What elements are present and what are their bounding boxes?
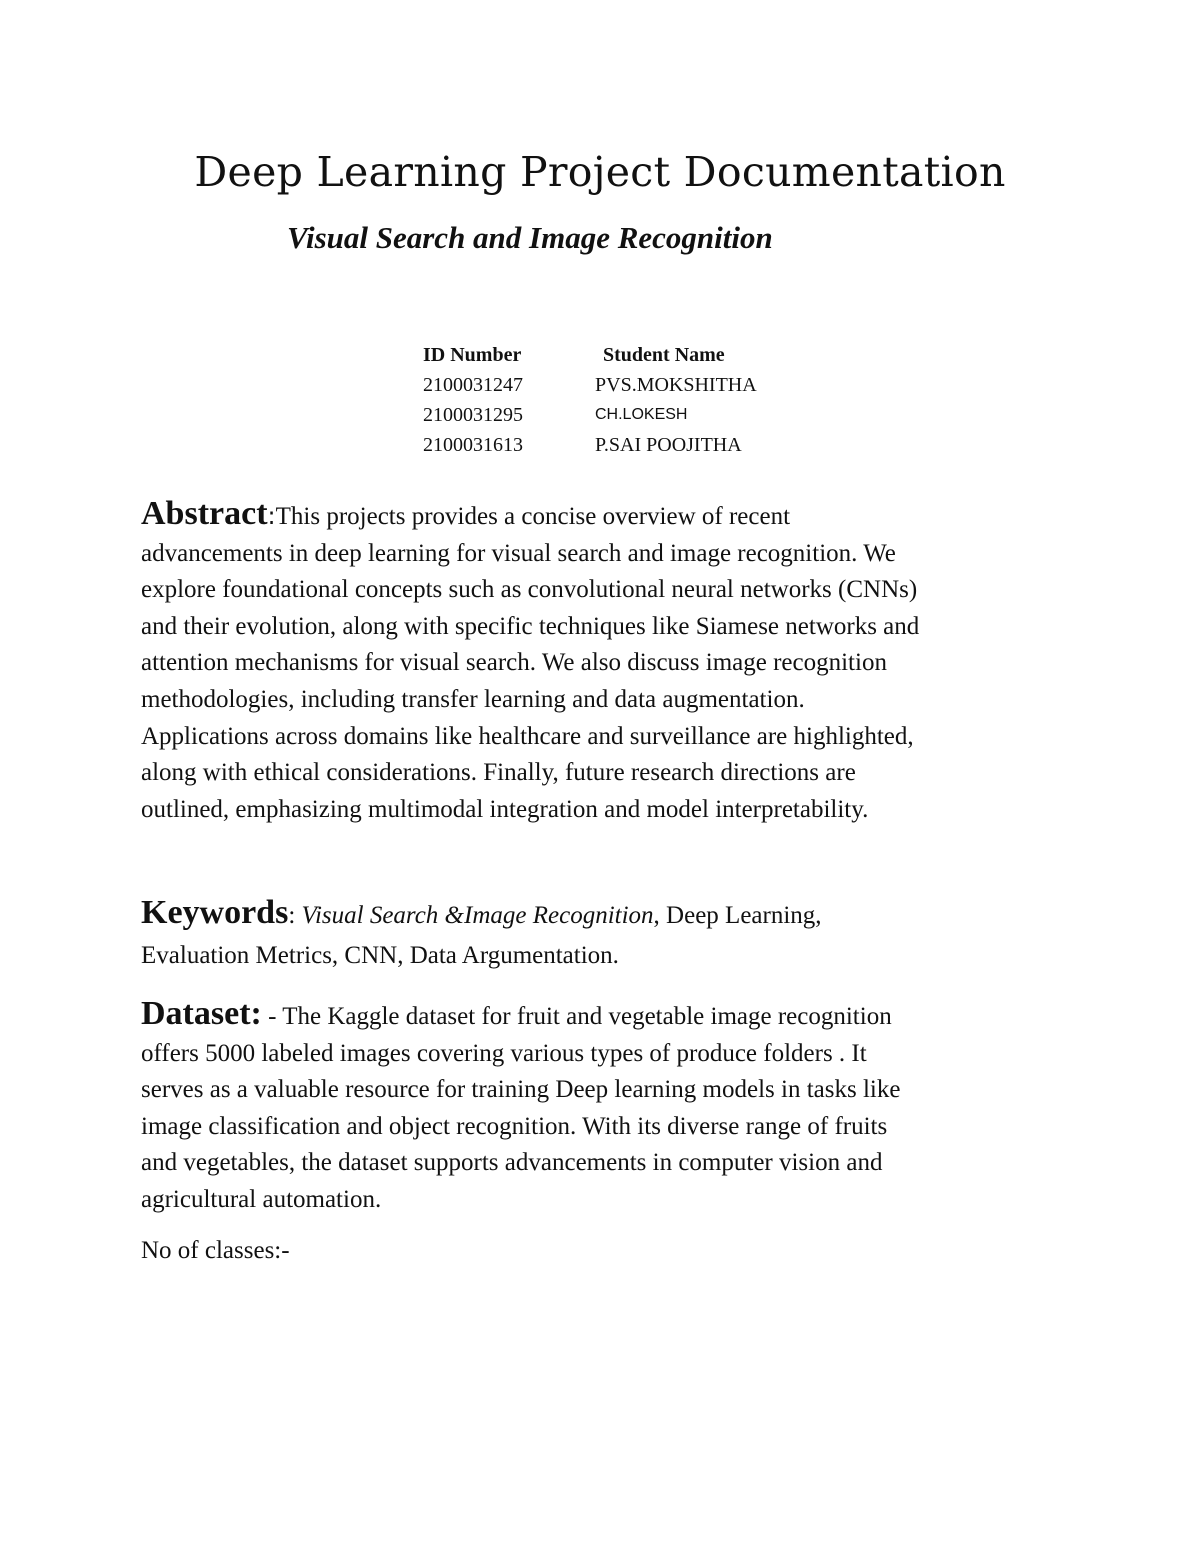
student-id: 2100031295	[423, 403, 523, 426]
dataset-line: offers 5000 labeled images covering various types of produce folders . It	[141, 1039, 867, 1067]
abstract-label: Abstract	[141, 495, 268, 532]
abstract-sep: :	[267, 502, 276, 530]
abstract-line: outlined, emphasizing multimodal integration and model interpretability.	[141, 795, 869, 823]
header-name: Student Name	[603, 343, 725, 366]
dataset-line: image classification and object recognition. With its diverse range of fruits	[141, 1112, 888, 1140]
abstract-line: attention mechanisms for visual search. We also discuss image recognition	[141, 649, 887, 677]
dataset-line: The Kaggle dataset for fruit and vegetable image recognition	[282, 1003, 892, 1030]
abstract-line: along with ethical considerations. Finally, future research directions are	[141, 759, 856, 787]
table-header	[423, 340, 757, 370]
abstract-line: This projects provides a concise overview of recent	[275, 503, 791, 530]
table-row	[423, 400, 757, 430]
abstract-section	[141, 496, 919, 828]
header-id: ID Number	[423, 343, 522, 366]
student-id: 2100031613	[423, 433, 523, 456]
page-subtitle: Visual Search and Image Recognition	[287, 220, 773, 255]
classes-label: No of classes:-	[141, 1237, 290, 1264]
dataset-sep: -	[261, 1003, 283, 1030]
student-name: P.SAI POOJITHA	[595, 433, 742, 456]
keywords-section	[141, 893, 822, 976]
student-table	[423, 340, 757, 460]
student-id: 2100031247	[423, 373, 523, 396]
table-row	[423, 370, 757, 400]
table-row	[423, 430, 757, 460]
abstract-line: advancements in deep learning for visual search and image recognition. We	[141, 539, 896, 567]
dataset-line: and vegetables, the dataset supports advancements in computer vision and	[141, 1149, 883, 1177]
abstract-line: and their evolution, along with specific techniques like Siamese networks and	[141, 612, 920, 640]
keywords-sep: :	[288, 902, 302, 929]
page-title: Deep Learning Project Documentation	[194, 148, 1006, 196]
abstract-line: explore foundational concepts such as convolutional neural networks (CNNs)	[141, 576, 918, 604]
keywords-italic: Visual Search &Image Recognition	[301, 902, 654, 929]
student-name: CH.LOKESH	[595, 406, 688, 423]
keywords-label: Keywords	[141, 894, 289, 931]
keywords-rest: , Deep Learning,	[653, 902, 822, 929]
dataset-line: agricultural automation.	[141, 1185, 382, 1213]
keywords-line: Evaluation Metrics, CNN, Data Argumentation.	[141, 942, 619, 969]
student-name: PVS.MOKSHITHA	[595, 373, 757, 396]
abstract-line: Applications across domains like healthcare and surveillance are highlighted,	[141, 722, 914, 750]
abstract-line: methodologies, including transfer learning and data augmentation.	[141, 685, 805, 713]
dataset-label: Dataset:	[141, 995, 262, 1032]
dataset-section	[141, 996, 900, 1219]
dataset-line: serves as a valuable resource for training Deep learning models in tasks like	[141, 1076, 901, 1104]
